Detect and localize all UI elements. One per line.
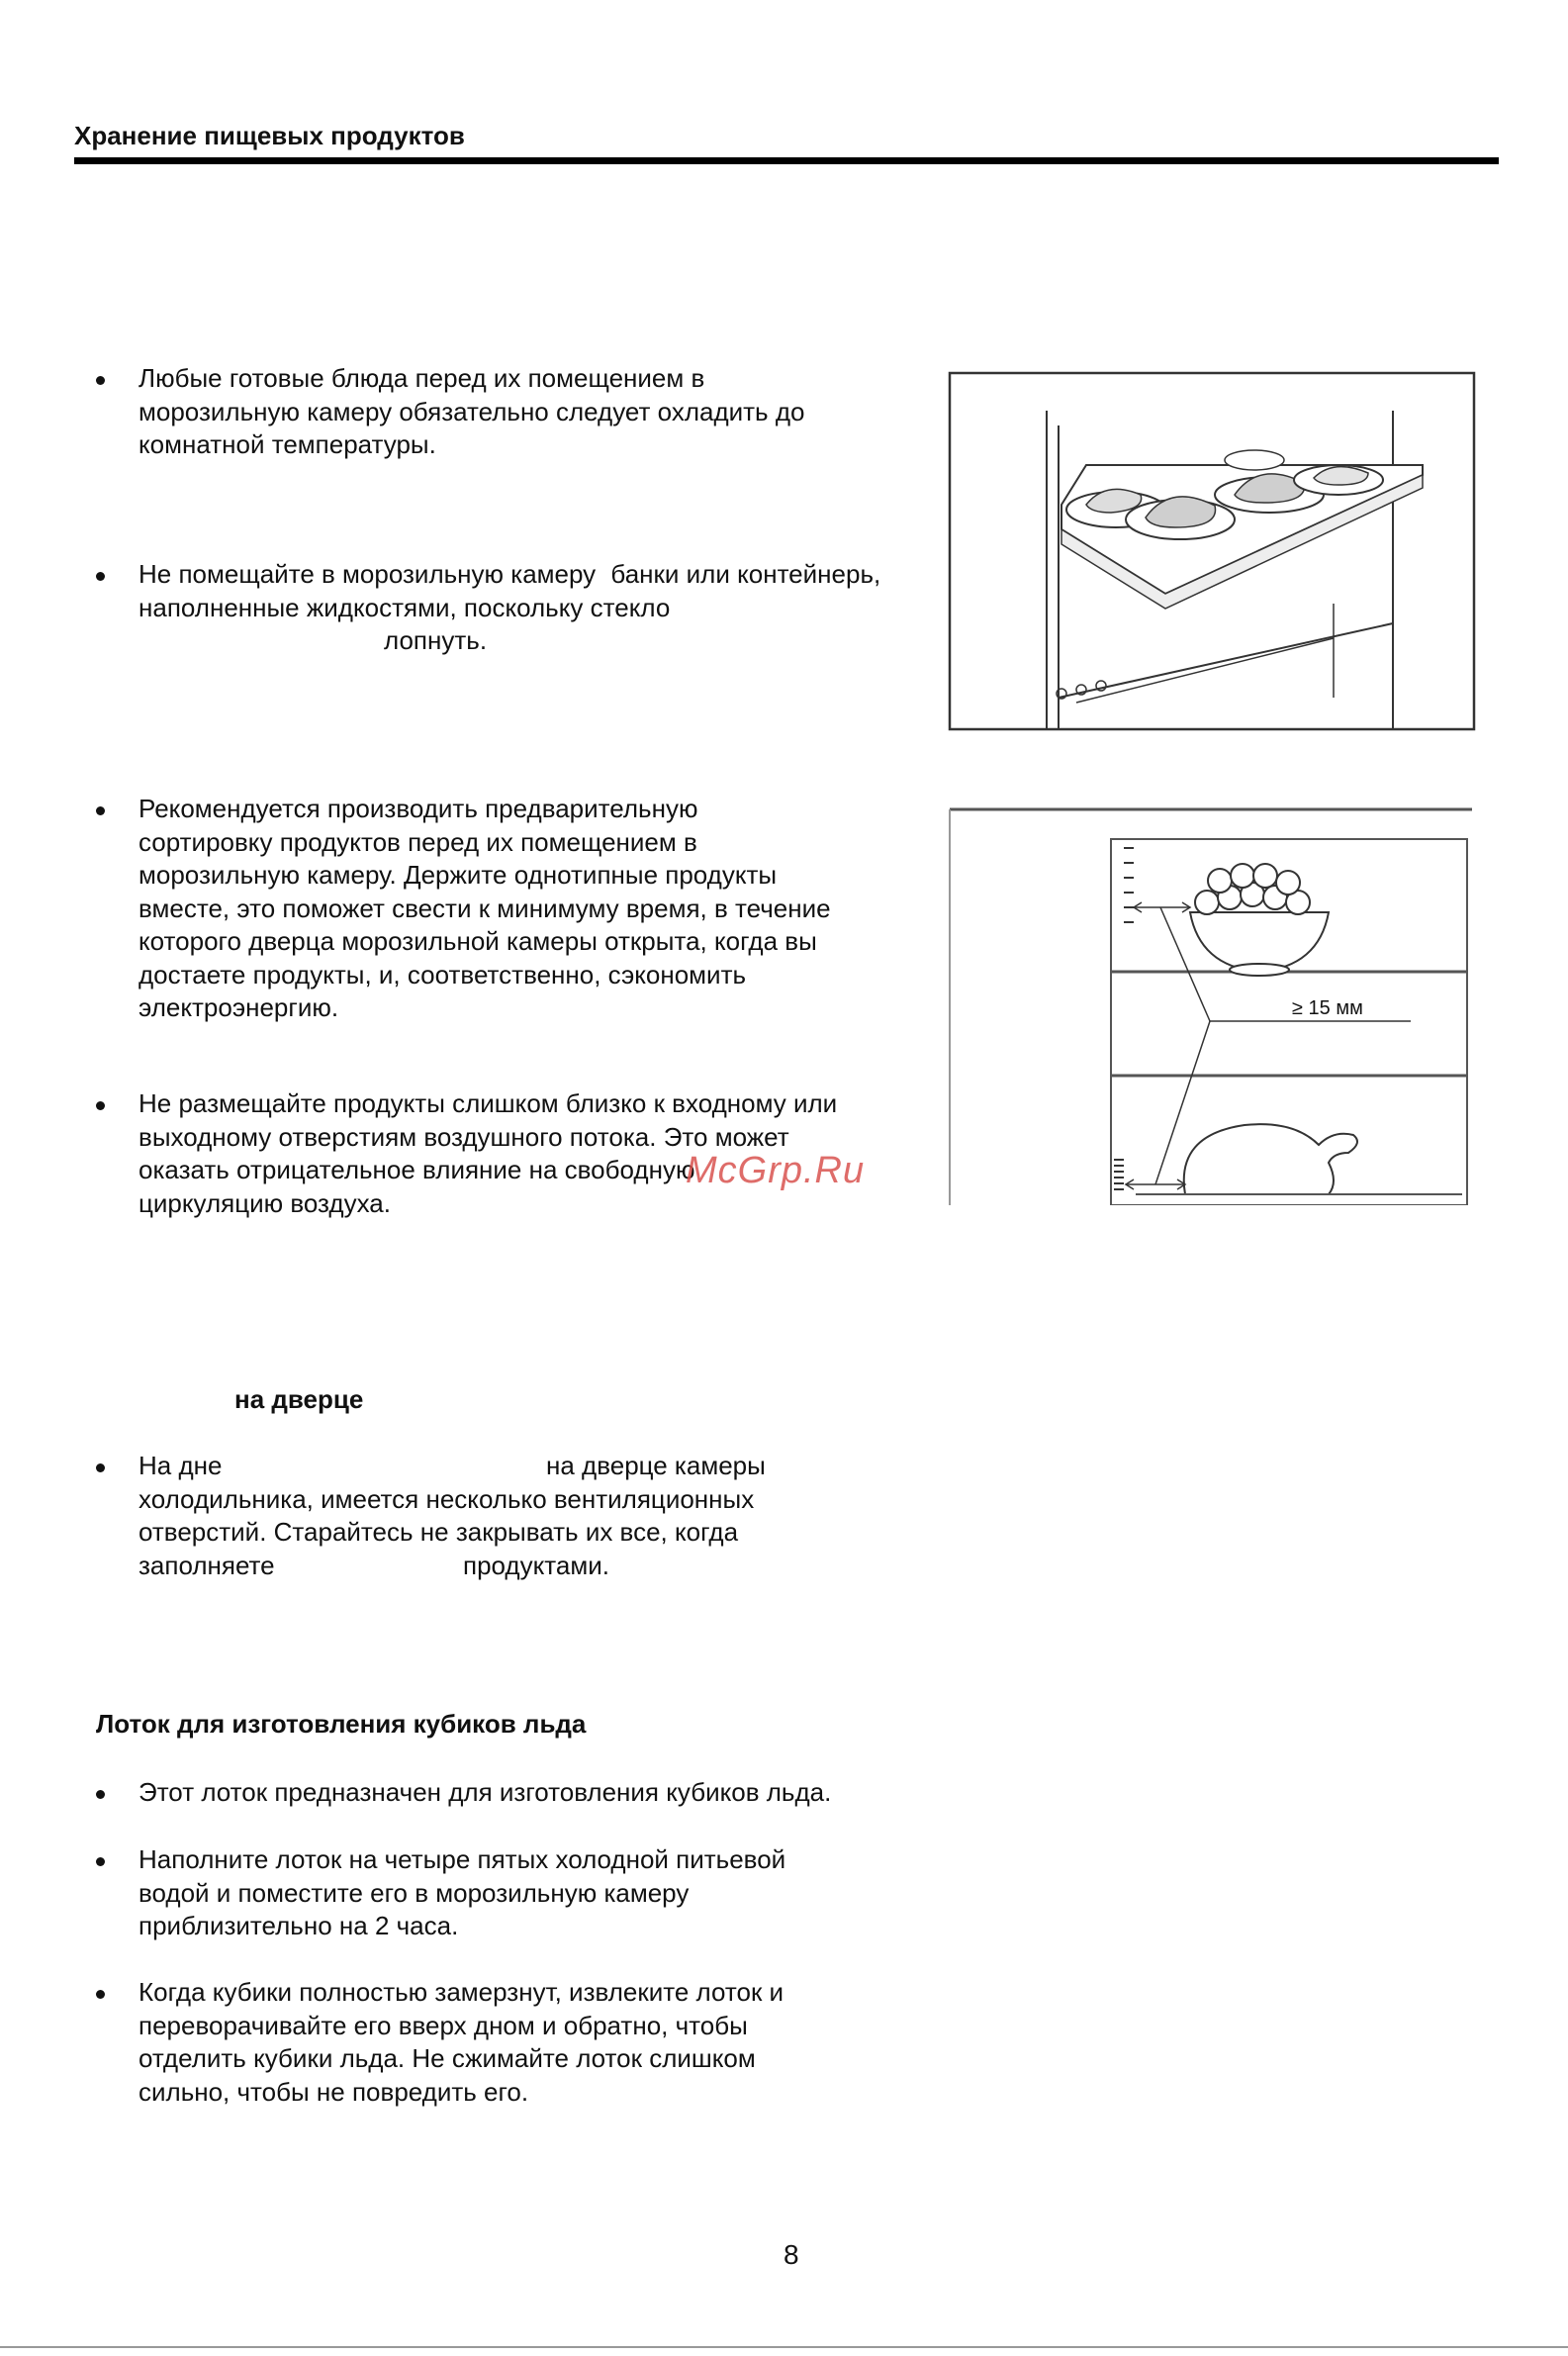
text-line-start: На дне bbox=[138, 1451, 223, 1480]
text-line: электроэнергию. bbox=[138, 992, 339, 1022]
text-line: Не размещайте продукты слишком близко к входному или bbox=[138, 1088, 838, 1118]
shelf-gap-illustration bbox=[948, 803, 1478, 1205]
bullet-icon bbox=[96, 1463, 105, 1472]
bullet-item-ice-remove bbox=[96, 1976, 947, 2109]
bullet-item-ice-fill bbox=[96, 1843, 947, 1943]
text-line: сильно, чтобы не повредить его. bbox=[138, 2076, 529, 2107]
bullet-item-sort-products bbox=[96, 793, 947, 1025]
watermark-logo: McGrp.Ru bbox=[686, 1150, 866, 1191]
text-inline-extra: банки или контейнерь, bbox=[610, 559, 881, 589]
text-line: Любые готовые блюда перед их помещением в bbox=[138, 363, 705, 393]
bullet-icon bbox=[96, 1990, 105, 1999]
page-number: 8 bbox=[784, 2239, 799, 2270]
text-line: Когда кубики полностью замерзнут, извлеките лоток и bbox=[138, 1977, 784, 2007]
freezer-shelf-illustration bbox=[948, 371, 1478, 733]
door-section-heading: на дверце bbox=[234, 1384, 364, 1414]
text-line: отделить кубики льда. Не сжимайте лоток слишком bbox=[138, 2043, 756, 2073]
bullet-item-cool-food bbox=[96, 362, 947, 462]
bullet-item-no-liquids bbox=[96, 558, 967, 658]
text-line: которого дверца морозильной камеры открыта, когда вы bbox=[138, 926, 817, 956]
bullet-icon bbox=[96, 376, 105, 385]
text-line: холодильника, имеется несколько вентиляционных bbox=[138, 1483, 755, 1514]
text-line: комнатной температуры. bbox=[138, 429, 436, 459]
bullet-icon bbox=[96, 1101, 105, 1110]
gap-label: ≥ 15 мм bbox=[1292, 997, 1363, 1019]
text-line: морозильную камеру обязательно следует охладить до bbox=[138, 396, 805, 426]
text-line: Рекомендуется производить предварительную bbox=[138, 794, 698, 823]
text-line: сортировку продуктов перед их помещением в bbox=[138, 826, 697, 857]
text-line: морозильную камеру. Держите однотипные продукты bbox=[138, 860, 778, 890]
header-rule bbox=[74, 157, 1499, 164]
text-line-end: продуктами. bbox=[463, 1550, 609, 1580]
text-line: водой и поместите его в морозильную камеру bbox=[138, 1877, 690, 1908]
bullet-icon bbox=[96, 572, 105, 581]
page-header-title: Хранение пищевых продуктов bbox=[74, 121, 465, 150]
bottom-rule bbox=[0, 2346, 1568, 2348]
text-line: отверстий. Старайтесь не закрывать их все, когда bbox=[138, 1517, 739, 1547]
text-line: вместе, это поможет свести к минимуму время, в течение bbox=[138, 893, 831, 923]
text-line-end: на дверце камеры bbox=[546, 1451, 766, 1480]
bullet-icon bbox=[96, 1857, 105, 1866]
ice-section-heading: Лоток для изготовления кубиков льда bbox=[96, 1709, 587, 1739]
bullet-icon bbox=[96, 806, 105, 815]
text-line: переворачивайте его вверх дном и обратно, чтобы bbox=[138, 2010, 748, 2040]
text-line: приблизительно на 2 часа. bbox=[138, 1911, 459, 1940]
bullet-item-ice-purpose bbox=[96, 1776, 947, 1810]
text-line: Этот лоток предназначен для изготовления кубиков льда. bbox=[138, 1777, 832, 1807]
text-line: лопнуть. bbox=[384, 625, 488, 655]
text-line-start: заполняете bbox=[138, 1550, 275, 1580]
text-line: наполненные жидкостями, поскольку стекло bbox=[138, 592, 671, 622]
text-line: достаете продукты, и, соответственно, сэкономить bbox=[138, 959, 747, 990]
bullet-icon bbox=[96, 1790, 105, 1799]
text-line: Наполните лоток на четыре пятых холодной питьевой bbox=[138, 1844, 786, 1874]
text-line: циркуляцию воздуха. bbox=[138, 1187, 391, 1218]
text-line: выходному отверстиям воздушного потока. Это может bbox=[138, 1121, 789, 1152]
bullet-item-door-vents bbox=[96, 1450, 947, 1582]
text-line: Не помещайте в морозильную камеру bbox=[138, 559, 597, 589]
text-line: оказать отрицательное влияние на свободную bbox=[138, 1155, 695, 1184]
